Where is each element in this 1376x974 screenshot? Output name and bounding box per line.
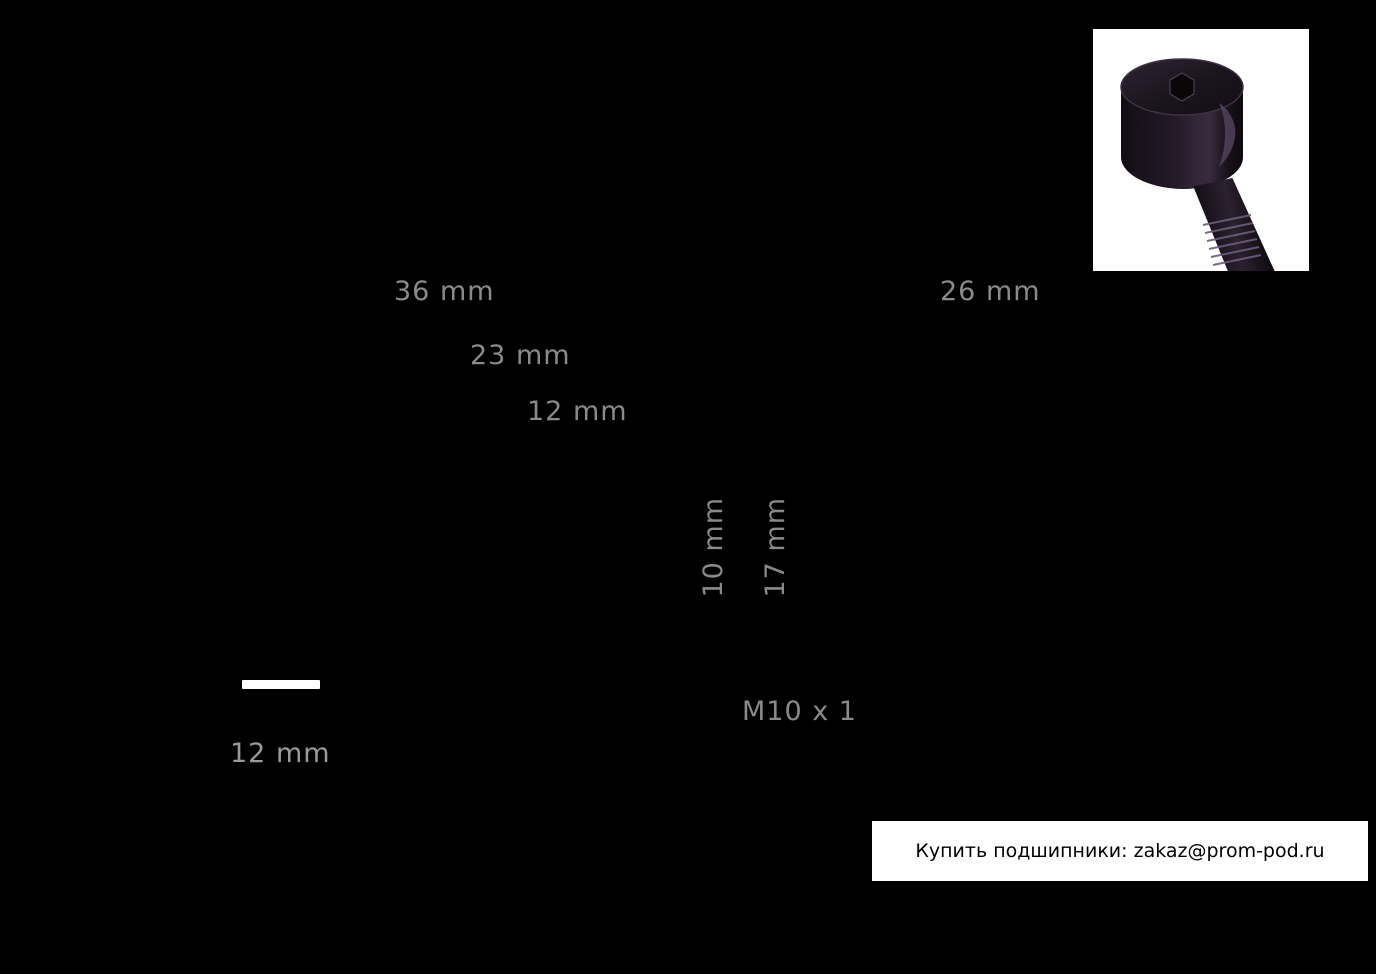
product-photo (1093, 29, 1309, 271)
dimension-label-scale-value: 12 mm (230, 738, 331, 769)
dimension-label-overall-length: 26 mm (940, 276, 1041, 307)
dimension-label-stud-shoulder: 12 mm (527, 396, 628, 427)
contact-banner (872, 821, 1368, 881)
scale-bar (242, 680, 320, 689)
cam-follower-stud-illustration (1093, 29, 1309, 271)
contact-banner-text: Купить подшипники: zakaz@prom-pod.ru (915, 840, 1325, 862)
dimension-label-outer-diameter: 36 mm (394, 276, 495, 307)
dimension-label-thread-length: 10 mm (698, 497, 729, 598)
dimension-label-inner-body-diameter: 23 mm (470, 340, 571, 371)
dimension-label-thread-size: M10 x 1 (742, 696, 857, 727)
dimension-label-stud-length: 17 mm (760, 497, 791, 598)
